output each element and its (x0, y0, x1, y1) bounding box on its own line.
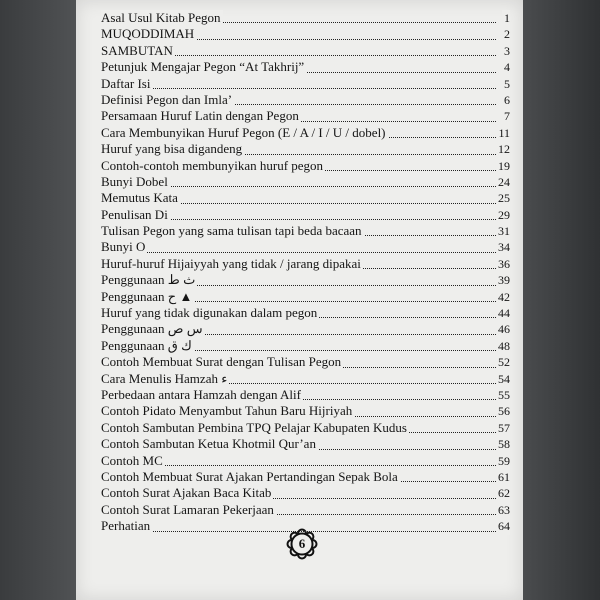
toc-page: 58 (498, 437, 510, 452)
toc-title: Penggunaan ث ط (101, 272, 196, 288)
toc-page: 19 (498, 158, 510, 173)
toc-row (101, 207, 510, 223)
toc-row (101, 321, 510, 337)
toc-title: Contoh Surat Ajakan Baca Kitab (101, 485, 272, 501)
toc-page: 12 (498, 142, 510, 157)
toc-title: Memutus Kata (101, 190, 178, 206)
toc-row (101, 338, 510, 354)
toc-row (101, 403, 510, 419)
toc-page: 59 (498, 453, 510, 468)
toc-row (101, 92, 510, 108)
left-background (0, 0, 76, 600)
toc-title: Cara Menulis Hamzah ء (101, 370, 228, 386)
toc-page: 52 (498, 355, 510, 370)
toc-title: Contoh MC (101, 452, 163, 468)
toc-row (101, 76, 510, 92)
toc-row (101, 158, 510, 174)
page-number-badge (286, 528, 318, 560)
toc-page: 62 (498, 486, 510, 501)
toc-row (101, 420, 510, 436)
toc-title: Petunjuk Mengajar Pegon “At Takhrij” (101, 59, 305, 75)
right-background (523, 0, 600, 600)
toc-page: 3 (504, 43, 510, 58)
toc-title: Persamaan Huruf Latin dengan Pegon (101, 108, 299, 124)
toc-row (101, 453, 510, 469)
toc-page: 57 (498, 420, 510, 435)
toc-title: Contoh Membuat Surat dengan Tulisan Pegon (101, 354, 342, 370)
toc-title: Tulisan Pegon yang sama tulisan tapi beda bacaan (101, 223, 362, 239)
toc-page: 5 (504, 76, 510, 91)
dot-leader (101, 531, 496, 532)
toc-page: 63 (498, 502, 510, 517)
toc-title: MUQODDIMAH (101, 26, 195, 42)
toc-row (101, 256, 510, 272)
toc-title: Contoh Surat Lamaran Pekerjaan (101, 501, 274, 517)
toc-title: Bunyi O (101, 239, 146, 255)
toc-page: 24 (498, 174, 510, 189)
toc-title: Daftar Isi (101, 75, 151, 91)
toc-row (101, 43, 510, 59)
toc-title: Perhatian (101, 518, 151, 534)
toc-row (101, 305, 510, 321)
toc-title: Penggunaan س ص (101, 321, 203, 337)
toc-page: 46 (498, 322, 510, 337)
toc-title: Penulisan Di (101, 206, 168, 222)
toc-page: 34 (498, 240, 510, 255)
toc-row (101, 174, 510, 190)
toc-page: 55 (498, 387, 510, 402)
toc-title: Contoh Sambutan Pembina TPQ Pelajar Kabupaten Kudus (101, 419, 407, 435)
page-number: 6 (298, 536, 306, 551)
toc-row (101, 387, 510, 403)
toc-page: 36 (498, 256, 510, 271)
toc-title: Huruf-huruf Hijaiyyah yang tidak / jarang dipakai (101, 255, 361, 271)
toc-title: Perbedaan antara Hamzah dengan Alif (101, 386, 301, 402)
toc-page: 56 (498, 404, 510, 419)
toc-row (101, 354, 510, 370)
toc-row (101, 223, 510, 239)
toc-title: Huruf yang tidak digunakan dalam pegon (101, 305, 318, 321)
toc-page: 11 (498, 125, 510, 140)
toc-page: 64 (498, 519, 510, 534)
toc-title: Definisi Pegon dan Imla’ (101, 91, 233, 107)
toc-row (101, 469, 510, 485)
toc-page: 54 (498, 371, 510, 386)
toc-row (101, 108, 510, 124)
toc-row (101, 26, 510, 42)
toc-row (101, 125, 510, 141)
toc-title: Contoh-contoh membunyikan huruf pegon (101, 157, 324, 173)
toc-page: 42 (498, 289, 510, 304)
toc-title: Penggunaan ح ▲ (101, 288, 193, 304)
toc-page: 25 (498, 191, 510, 206)
toc-row (101, 190, 510, 206)
toc-page: 31 (498, 224, 510, 239)
toc-title: Bunyi Dobel (101, 173, 168, 189)
toc-row (101, 239, 510, 255)
toc-title: Contoh Membuat Surat Ajakan Pertandingan Sepak Bola (101, 468, 398, 484)
toc-page: 7 (504, 109, 510, 124)
toc-page: 48 (498, 338, 510, 353)
toc-row (101, 371, 510, 387)
toc-title: Contoh Sambutan Ketua Khotmil Qur’an (101, 436, 316, 452)
toc-row (101, 59, 510, 75)
toc-row (101, 502, 510, 518)
toc-row (101, 436, 510, 452)
toc-title: Asal Usul Kitab Pegon (101, 10, 221, 25)
table-of-contents (101, 10, 510, 535)
toc-page: 2 (504, 27, 510, 42)
toc-title: Contoh Pidato Menyambut Tahun Baru Hijriyah (101, 403, 353, 419)
toc-row (101, 485, 510, 501)
toc-title: Huruf yang bisa digandeng (101, 141, 243, 157)
toc-page: 44 (498, 306, 510, 321)
toc-title: Cara Membunyikan Huruf Pegon (E / A / I / U / dobel) (101, 124, 386, 140)
toc-page: 6 (504, 92, 510, 107)
toc-page: 1 (504, 11, 510, 25)
toc-page: 29 (498, 207, 510, 222)
toc-row (101, 289, 510, 305)
toc-row (101, 141, 510, 157)
toc-title: SAMBUTAN (101, 42, 173, 58)
toc-page: 4 (504, 60, 510, 75)
toc-row (101, 10, 510, 26)
toc-page: 61 (498, 469, 510, 484)
toc-title: Penggunaan ك ق (101, 337, 192, 353)
dot-leader (101, 252, 496, 253)
toc-row (101, 272, 510, 288)
toc-page: 39 (498, 273, 510, 288)
dot-leader (101, 88, 496, 89)
